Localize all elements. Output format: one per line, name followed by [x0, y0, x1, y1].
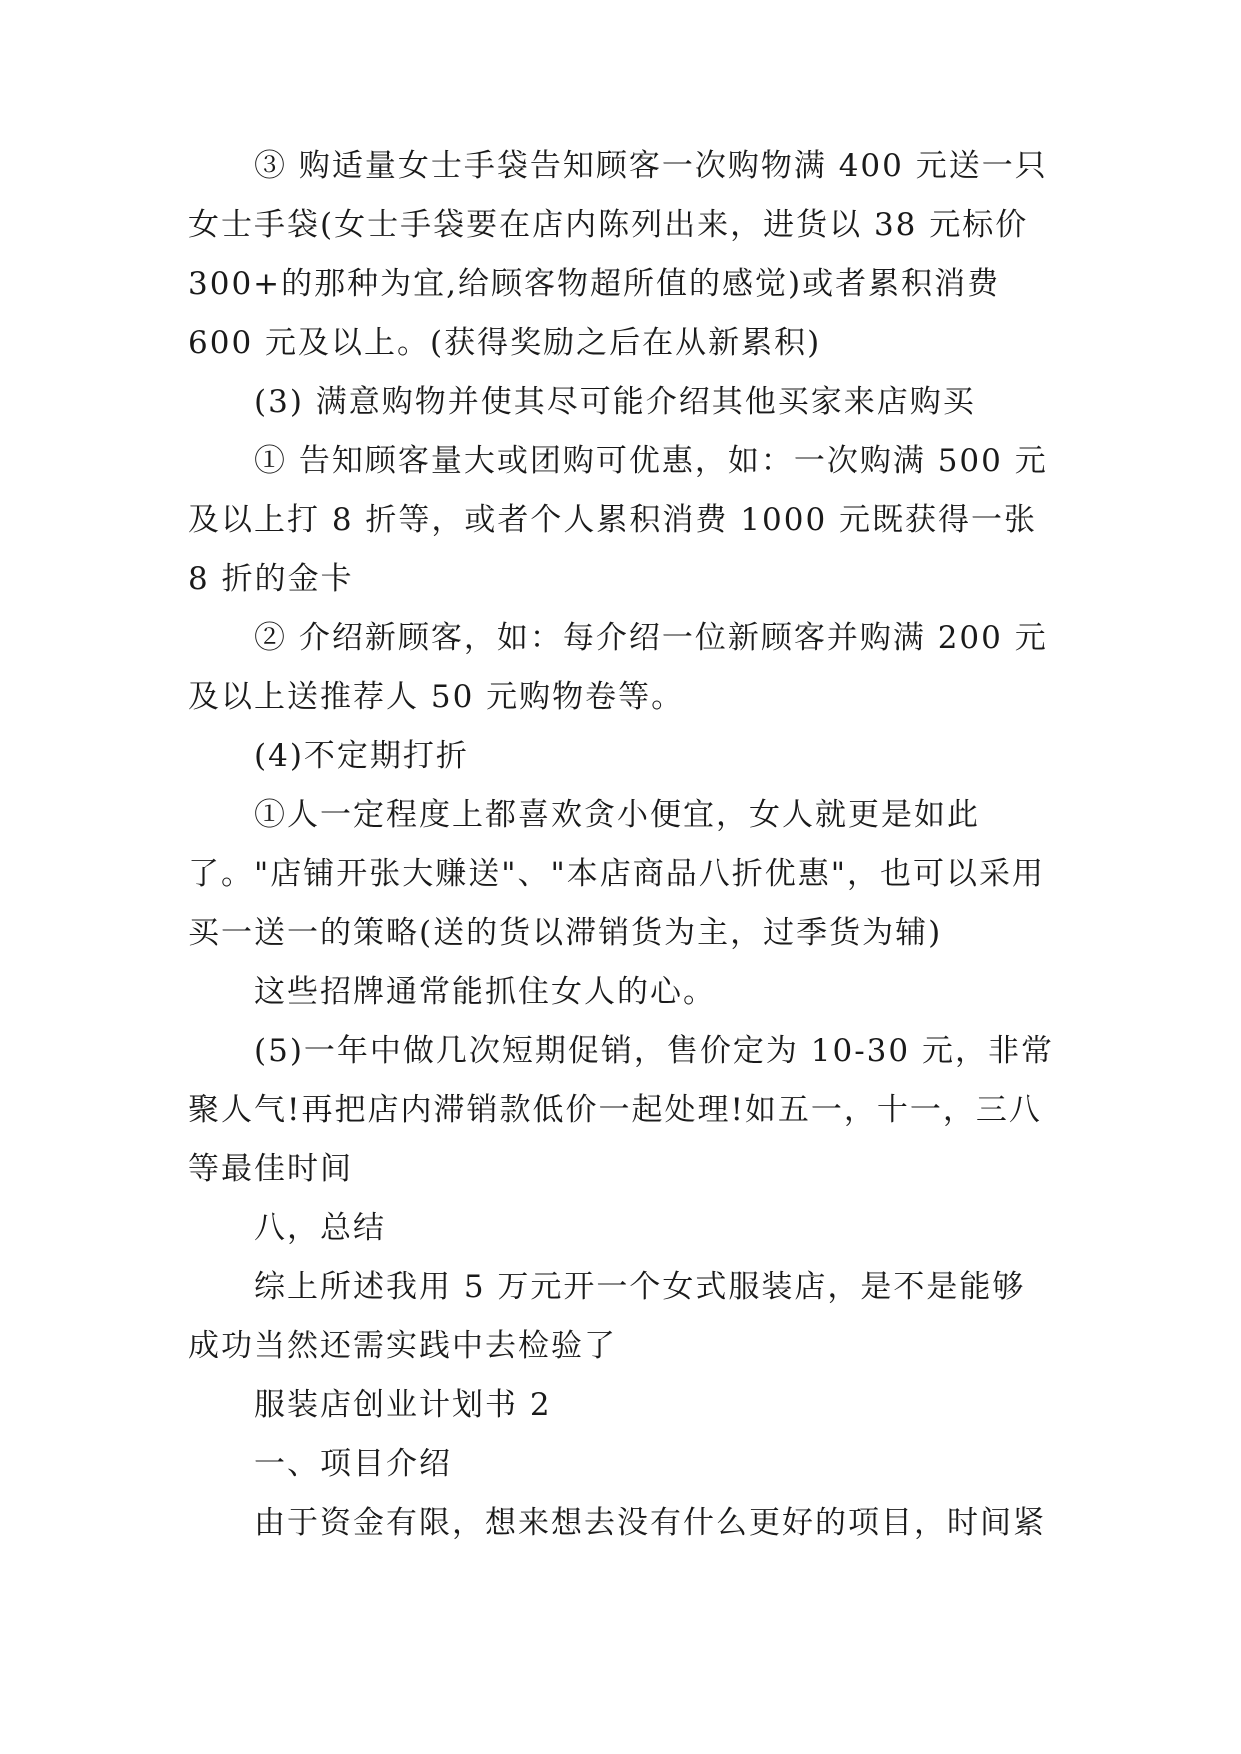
paragraph-signboard: 这些招牌通常能抓住女人的心。 [254, 974, 716, 1010]
paragraph-project-intro: 由于资金有限，想来想去没有什么更好的项目，时间紧 [254, 1505, 1046, 1541]
paragraph-section-title: 服装店创业计划书 2 [254, 1387, 552, 1423]
paragraph-referral: ② 介绍新顾客，如：每介绍一位新顾客并购满 200 元及以上送推荐人 50 元购物卷等。 [188, 620, 1048, 715]
paragraph-heading-summary: 八，总结 [254, 1210, 386, 1246]
paragraph-heading-project-intro: 一、项目介绍 [254, 1446, 452, 1482]
paragraph-group-discount: ① 告知顾客量大或团购可优惠，如：一次购满 500 元及以上打 8 折等，或者个人累积消费 1000 元既获得一张 8 折的金卡 [188, 443, 1049, 597]
paragraph-gift-handbag: ③ 购适量女士手袋告知顾客一次购物满 400 元送一只女士手袋(女士手袋要在店内陈列出来，进货以 38 元标价 300+的那种为宜,给顾客物超所值的感觉)或者累积消费 600 元及以上。(获得奖励之后在从新累积) [188, 148, 1048, 361]
paragraph-heading-irregular-discount: (4)不定期打折 [254, 738, 469, 774]
document-body [188, 0, 1058, 1553]
paragraph-discount-strategy: ①人一定程度上都喜欢贪小便宜，女人就更是如此了。"店铺开张大赚送"、"本店商品八折优惠"，也可以采用买一送一的策略(送的货以滞销货为主，过季货为辅) [188, 797, 1046, 951]
paragraph-heading-satisfied-shopping: (3) 满意购物并使其尽可能介绍其他买家来店购买 [254, 384, 976, 420]
paragraph-short-promotion: (5)一年中做几次短期促销，售价定为 10-30 元，非常聚人气!再把店内滞销款低价一起处理!如五一，十一，三八等最佳时间 [188, 1033, 1054, 1187]
paragraph-summary: 综上所述我用 5 万元开一个女式服装店，是不是能够成功当然还需实践中去检验了 [188, 1269, 1026, 1364]
